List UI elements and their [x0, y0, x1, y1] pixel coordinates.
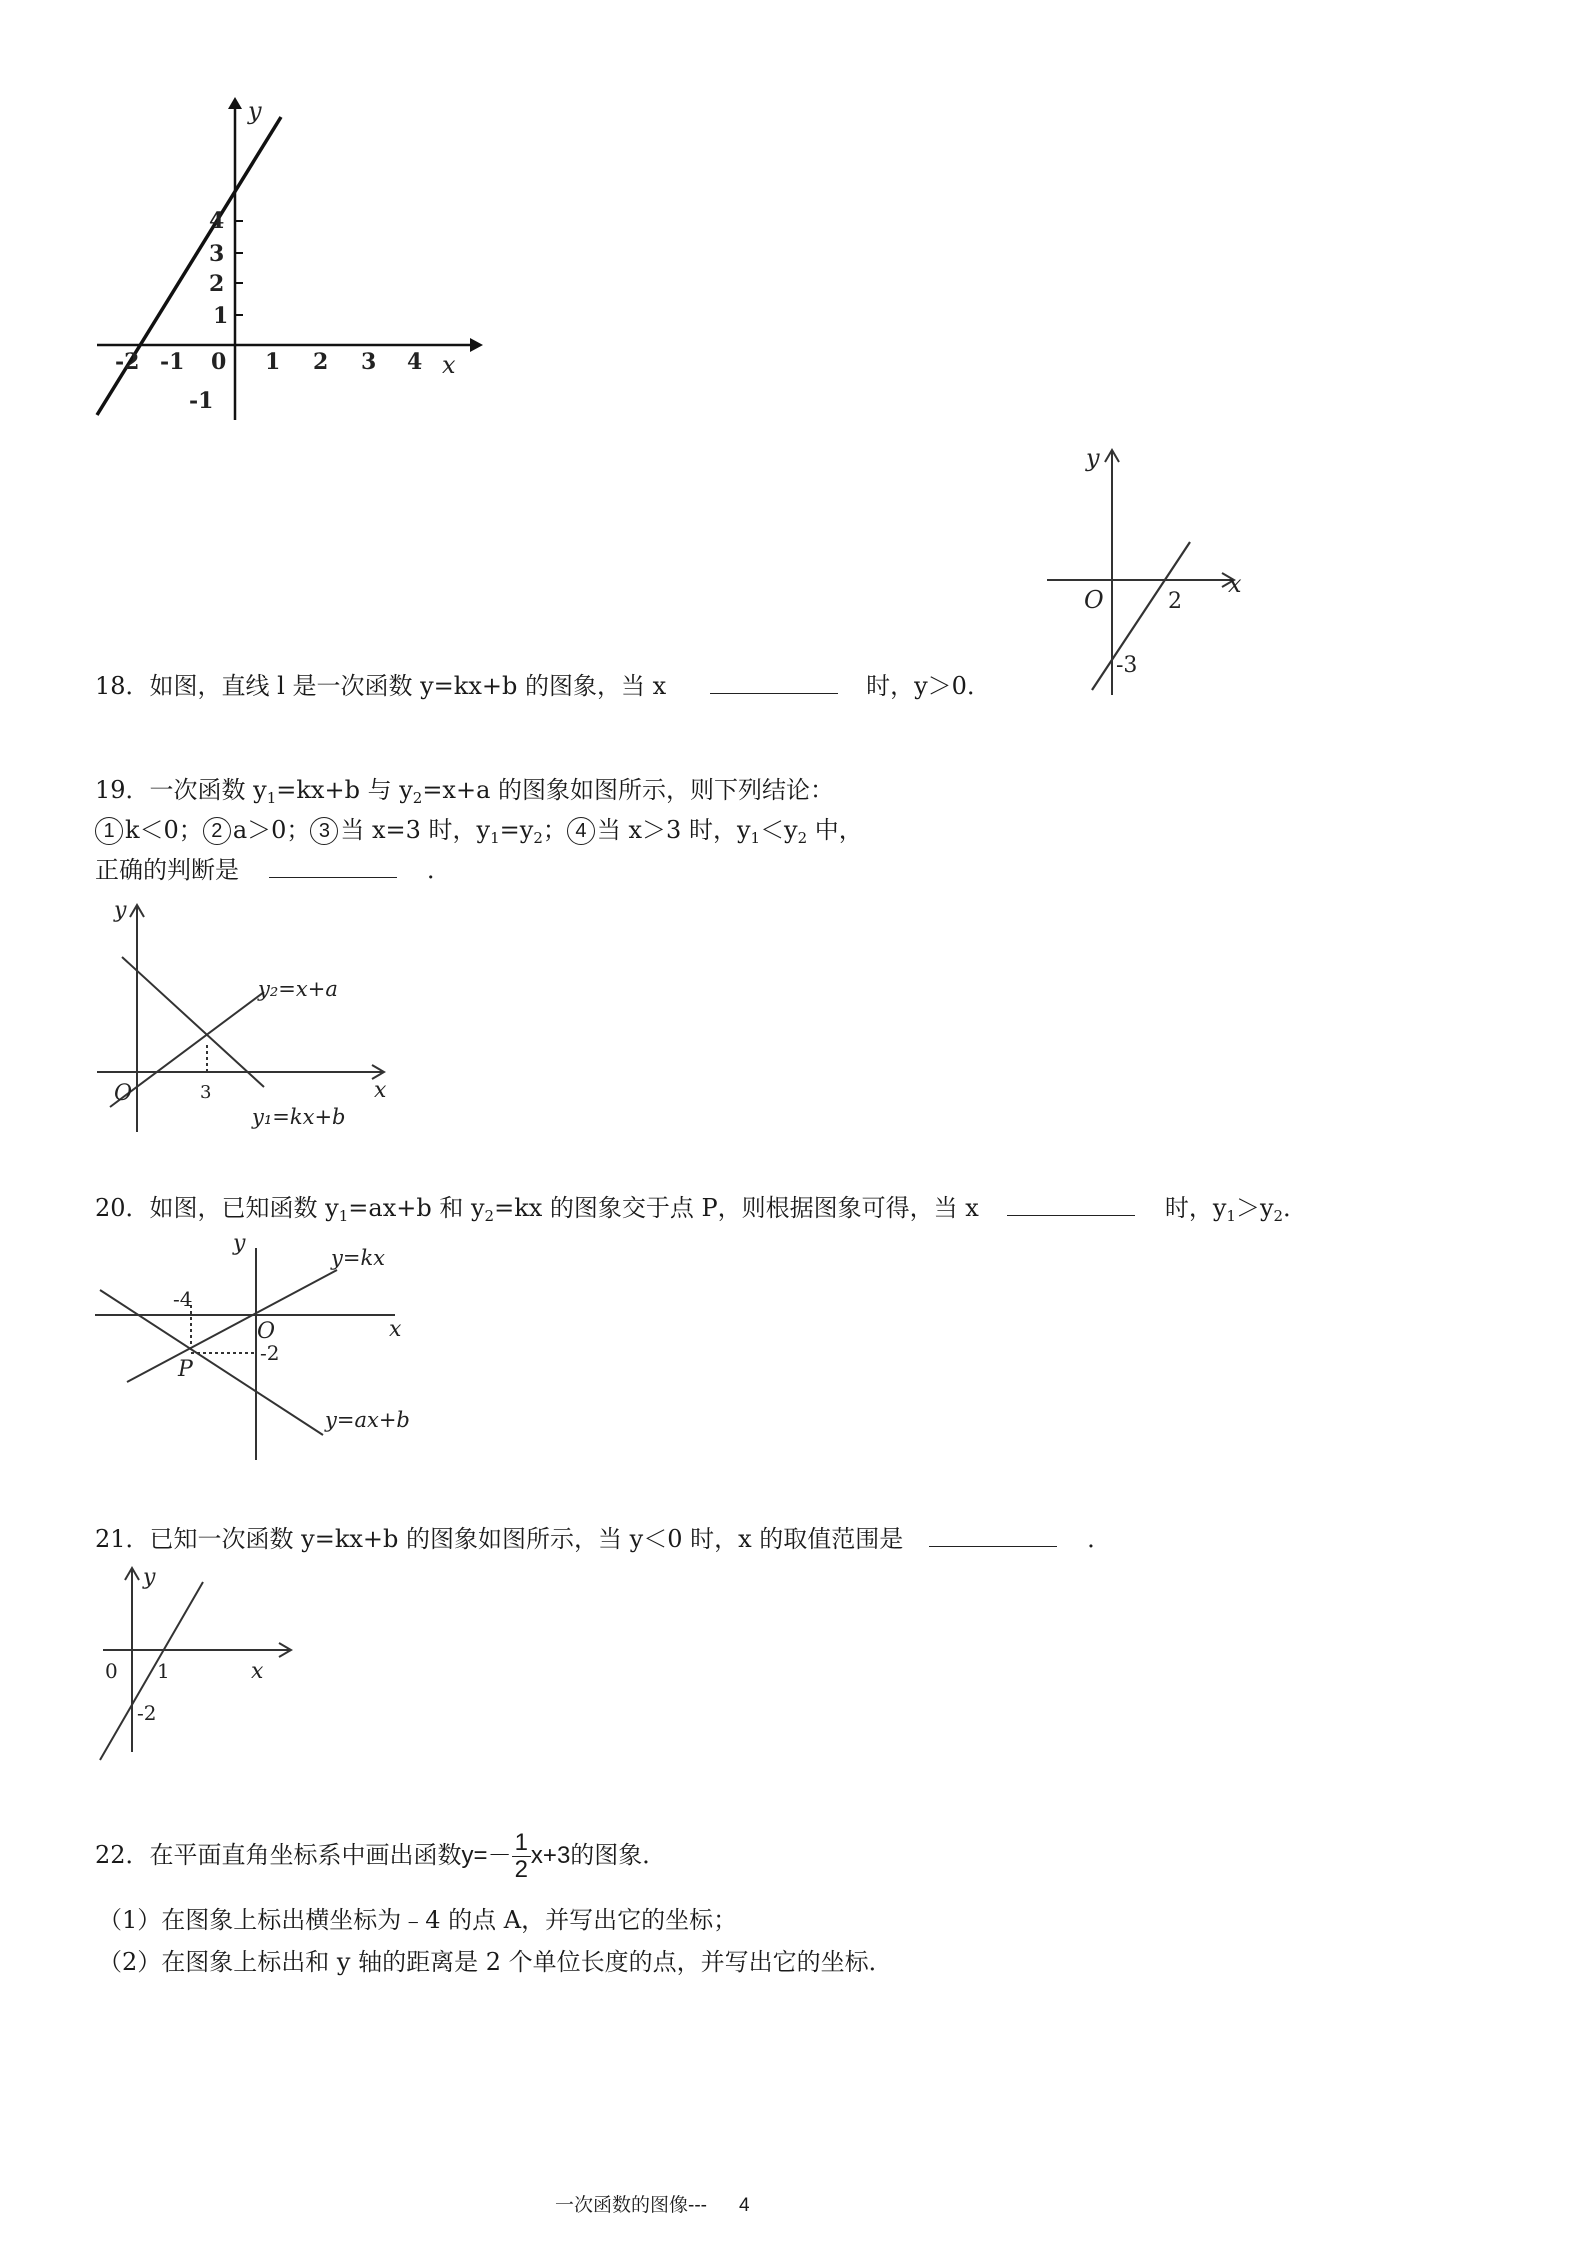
subscript: 1: [338, 1207, 349, 1225]
x-axis-label: x: [389, 1317, 402, 1342]
question-text: 时，y＞0．: [866, 672, 991, 700]
x-intercept-label: 2: [1168, 589, 1182, 614]
question-text: =ax+b 和 y: [348, 1194, 485, 1222]
x-tick-label: -1: [160, 349, 185, 375]
function-line: [1092, 542, 1190, 690]
graph-q19: [92, 892, 402, 1137]
x-tick-label: 3: [200, 1082, 212, 1103]
subscript: 2: [484, 1207, 495, 1225]
point-label: P: [178, 1357, 193, 1382]
conclusion-4: 中，: [807, 816, 863, 844]
y-intercept-label: -2: [137, 1701, 157, 1725]
question-number: 20．: [95, 1194, 150, 1222]
circled-number-1: 1: [95, 817, 123, 845]
question-text: ．: [1283, 1194, 1308, 1222]
question-19-line1: [95, 773, 834, 815]
subscript: 2: [1273, 1207, 1284, 1225]
subscript: 1: [1226, 1207, 1236, 1225]
y-tick-label: 2: [209, 271, 225, 297]
circled-number-2: 2: [203, 817, 231, 845]
y-tick-label: -1: [189, 388, 214, 414]
question-text: ．: [427, 856, 451, 884]
y-axis-label: y: [114, 898, 127, 923]
question-text: ＞y: [1235, 1194, 1274, 1222]
x-axis-label: x: [374, 1078, 387, 1103]
x-tick-label: 1: [265, 349, 281, 375]
x-axis-label: x: [251, 1659, 264, 1684]
question-text: ．: [1087, 1525, 1112, 1553]
question-number: 19．: [95, 776, 150, 804]
question-text: 如图，已知函数 y: [149, 1194, 339, 1222]
conclusion-2: a＞0；: [232, 816, 311, 844]
conclusion-3: =y: [499, 816, 534, 844]
line-y1: [122, 957, 264, 1087]
page-footer: [555, 2190, 750, 2217]
x-tick-label: -4: [173, 1287, 193, 1311]
x-axis-label: x: [442, 351, 456, 379]
line-kx: [127, 1270, 337, 1382]
y-axis-label: y: [248, 97, 262, 125]
question-number: 18．: [95, 672, 150, 700]
line-y2: [110, 992, 264, 1107]
conclusion-4: ＜y: [760, 816, 798, 844]
origin-label: O: [114, 1081, 133, 1106]
fraction-denominator: 2: [514, 1856, 528, 1883]
conclusion-1: k＜0；: [125, 816, 203, 844]
question-text: =kx+b 与 y: [276, 776, 413, 804]
subscript: 2: [797, 829, 808, 847]
y-intercept-label: -3: [1116, 653, 1138, 678]
subscript: 2: [412, 789, 423, 807]
question-text: =kx 的图象交于点 P，则根据图象可得，当 x: [494, 1194, 979, 1222]
question-text: 时，y: [1164, 1194, 1227, 1222]
question-22-part1: （1）在图象上标出横坐标为﹣4 的点 A，并写出它的坐标；: [98, 1906, 738, 1934]
graph-top: [85, 95, 485, 425]
x-tick-label: -2: [115, 349, 140, 375]
subscript: 1: [266, 789, 277, 807]
x-axis-label: x: [1228, 570, 1242, 598]
x-tick-label: 4: [407, 349, 423, 375]
graph-q21: [85, 1562, 300, 1762]
question-text: 一次函数 y: [149, 776, 267, 804]
label-y1: y₁=kx+b: [252, 1105, 346, 1129]
question-number: 21．: [95, 1525, 150, 1553]
subscript: 2: [533, 829, 543, 847]
y-tick-label: 3: [209, 241, 225, 267]
y-tick-label: -2: [260, 1341, 280, 1365]
question-text: 如图，直线 l 是一次函数 y=kx+b 的图象，当 x: [149, 672, 667, 700]
conclusion-3: ；: [542, 816, 567, 844]
conclusion-3: 当 x=3 时，y: [340, 816, 491, 844]
question-text: 正确的判断是: [95, 856, 239, 884]
circled-number-4: 4: [567, 817, 595, 845]
y-axis-label: y: [1086, 444, 1100, 472]
y-tick-label: 4: [209, 208, 225, 234]
label-kx: y=kx: [331, 1246, 386, 1270]
question-18: [95, 669, 991, 703]
x-tick-label: 2: [313, 349, 329, 375]
line-ax-b: [100, 1290, 323, 1435]
answer-blank[interactable]: [929, 1524, 1057, 1547]
page-number: 4: [738, 2195, 750, 2216]
footer-title: 一次函数的图像---: [555, 2195, 707, 2216]
conclusion-4: 当 x＞3 时，y: [596, 816, 751, 844]
label-ax-b: y=ax+b: [325, 1408, 410, 1432]
question-text: 已知一次函数 y=kx+b 的图象如图所示，当 y＜0 时，x 的取值范围是: [149, 1525, 904, 1553]
x-tick-label: 3: [361, 349, 377, 375]
x-axis-arrow: [470, 338, 483, 352]
question-19-conclusions: [95, 813, 863, 855]
question-number: 22．: [95, 1841, 150, 1869]
origin-label: O: [1084, 586, 1104, 614]
y-axis-label: y: [143, 1565, 156, 1590]
origin-label: 0: [105, 1659, 118, 1683]
question-20: [95, 1191, 1307, 1233]
question-text: 的图象．: [570, 1841, 667, 1869]
formula-lhs: y=－: [461, 1842, 512, 1869]
formula-rhs: x+3: [530, 1842, 571, 1869]
fraction: [512, 1830, 531, 1883]
question-text: 在平面直角坐标系中画出函数: [149, 1841, 462, 1869]
graph-q18: [1032, 440, 1247, 702]
question-21: [95, 1522, 1111, 1556]
question-22-part2: （2）在图象上标出和 y 轴的距离是 2 个单位长度的点，并写出它的坐标．: [98, 1948, 893, 1976]
label-y2: y₂=x+a: [258, 977, 338, 1001]
answer-blank[interactable]: [269, 855, 397, 878]
question-19-line3: [95, 853, 451, 887]
answer-blank[interactable]: [1007, 1193, 1135, 1216]
question-22: [95, 1820, 666, 1891]
graph-q20: [95, 1230, 425, 1465]
subscript: 1: [490, 829, 500, 847]
y-axis-label: y: [233, 1231, 246, 1256]
subscript: 1: [750, 829, 761, 847]
x-tick-label: 0: [211, 349, 227, 375]
y-tick-label: 1: [213, 303, 229, 329]
y-axis-arrow: [228, 97, 242, 109]
question-text: =x+a 的图象如图所示，则下列结论：: [422, 776, 835, 804]
answer-blank[interactable]: [710, 671, 838, 694]
origin-label: O: [257, 1319, 276, 1344]
x-intercept-label: 1: [157, 1659, 170, 1683]
fraction-numerator: 1: [512, 1830, 531, 1857]
circled-number-3: 3: [310, 817, 338, 845]
